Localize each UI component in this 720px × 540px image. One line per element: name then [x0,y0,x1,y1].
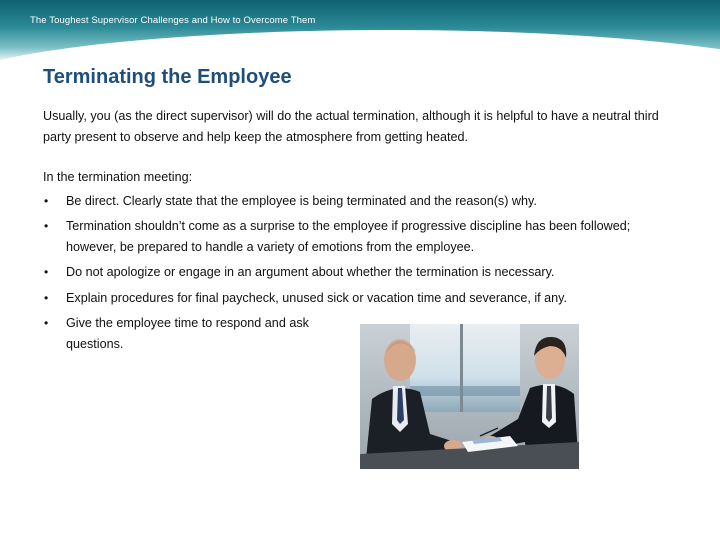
bullet-item [43,313,331,354]
bullet-icon: • [44,265,49,279]
bullet-icon: • [44,290,49,305]
slide-title: Terminating the Employee [43,66,292,88]
bullet-item [43,262,683,283]
slide-body [43,106,683,359]
meeting-illustration [360,324,579,469]
lead-in-text: In the termination meeting: [43,170,193,184]
bullet-item [43,191,683,212]
bullet-text: Termination shouldn’t come as a surprise to the employee if progressive discipline has been followed; however, be prepared to handle a variety of emotions from the employee. [66,219,631,254]
bullet-text: Give the employee time to respond and ask questions. [66,316,309,351]
header-swoosh [0,30,720,60]
bullet-text: Explain procedures for final paycheck, unused sick or vacation time and severance, if any. [66,290,567,305]
header-banner [0,0,720,60]
intro-paragraph: Usually, you (as the direct supervisor) will do the actual termination, although it is helpful to have a neutral third party present to observe and help keep the atmosphere from getting heated. [43,109,659,144]
bullet-icon: • [44,316,49,330]
bullet-item [43,288,683,309]
bullet-text: Do not apologize or engage in an argument about whether the termination is necessary. [66,265,555,279]
meeting-photo [360,324,579,469]
bullet-text: Be direct. Clearly state that the employee is being terminated and the reason(s) why. [66,193,537,208]
bullet-icon: • [44,193,49,208]
bullet-item [43,216,683,257]
presentation-title: The Toughest Supervisor Challenges and How to Overcome Them [30,15,316,26]
bullet-icon: • [44,219,49,233]
